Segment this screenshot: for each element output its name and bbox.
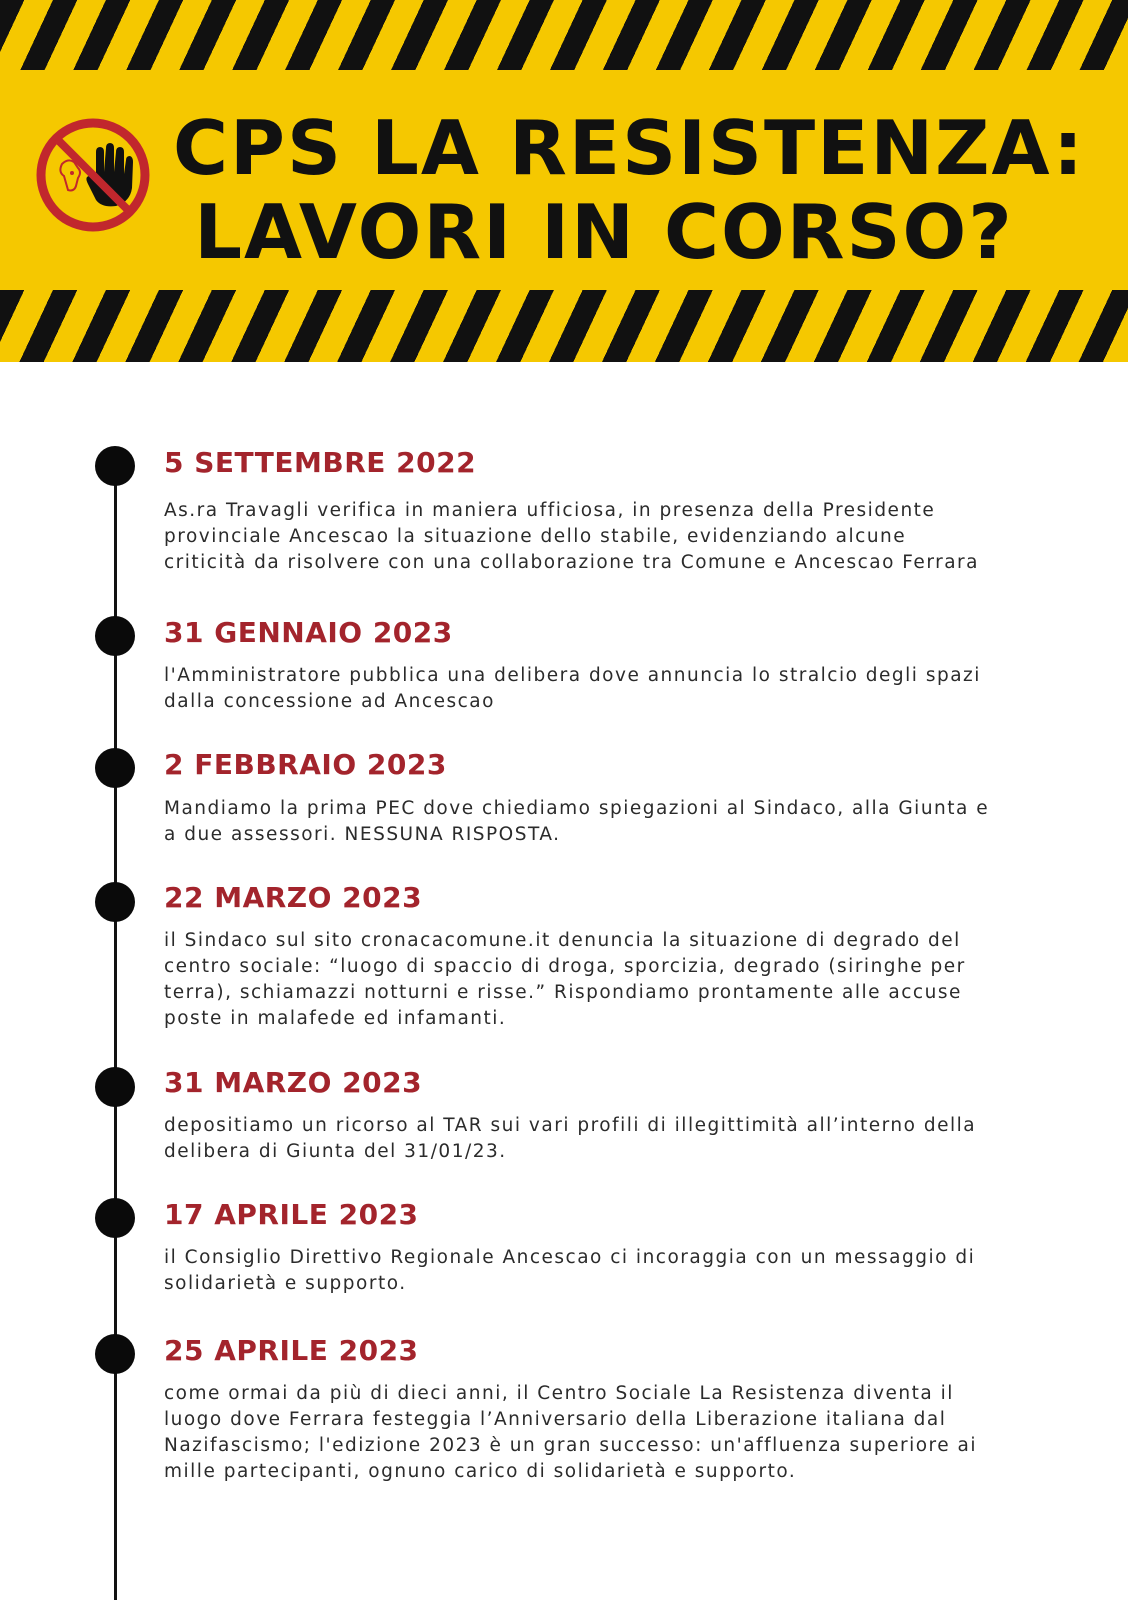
event-description: il Sindaco sul sito cronacacomune.it denuncia la situazione di degrado del centro sociale: “luogo di spaccio di droga, sporcizia, degrado (siringhe per terra), schiamazzi notturni e risse.” Rispondiamo prontamente alle accuse poste in malafede ed infamanti.: [164, 930, 966, 1029]
hazard-stripes-bottom: [0, 290, 1128, 362]
event-description: il Consiglio Direttivo Regionale Ancescao ci incoraggia con un messaggio di solidarietà e supporto.: [164, 1247, 976, 1294]
event-date: 5 SETTEMBRE 2022: [164, 446, 477, 479]
timeline-dot: [95, 1067, 135, 1107]
event-description: depositiamo un ricorso al TAR sui vari profili di illegittimità all’interno della delibera di Giunta del 31/01/23.: [164, 1115, 977, 1162]
timeline-dot: [95, 1334, 135, 1374]
event-date: 22 MARZO 2023: [164, 881, 423, 914]
event-date: 17 APRILE 2023: [164, 1198, 419, 1231]
event-description: l'Amministratore pubblica una delibera dove annuncia lo stralcio degli spazi dalla concessione ad Ancescao: [164, 665, 981, 712]
timeline-dot: [95, 1198, 135, 1238]
timeline-dot: [95, 446, 135, 486]
timeline-dot: [95, 616, 135, 656]
event-date: 25 APRILE 2023: [164, 1334, 419, 1367]
timeline-dot: [95, 882, 135, 922]
timeline-dot: [95, 748, 135, 788]
event-date: 31 GENNAIO 2023: [164, 616, 453, 649]
title-line-2: LAVORI IN CORSO?: [194, 188, 1014, 276]
event-description: Mandiamo la prima PEC dove chiediamo spiegazioni al Sindaco, alla Giunta e a due assessori. NESSUNA RISPOSTA.: [164, 798, 990, 845]
page-title: [0, 106, 1128, 274]
event-description: As.ra Travagli verifica in maniera ufficiosa, in presenza della Presidente provinciale Ancescao la situazione dello stabile, evidenziando alcune criticità da risolvere con una collaborazione tra Comune e Ancescao Ferrara: [164, 500, 979, 573]
title-line-1: CPS LA RESISTENZA:: [173, 104, 1085, 192]
header-banner: [0, 0, 1128, 362]
event-date: 31 MARZO 2023: [164, 1066, 423, 1099]
event-description: come ormai da più di dieci anni, il Centro Sociale La Resistenza diventa il luogo dove Ferrara festeggia l’Anniversario della Liberazione italiana dal Nazifascismo; l'edizione 2023 è un gran successo: un'affluenza superiore ai mille partecipanti, ognuno carico di solidarietà e supporto.: [164, 1383, 977, 1482]
hazard-stripes-top: [0, 0, 1128, 70]
event-date: 2 FEBBRAIO 2023: [164, 748, 447, 781]
